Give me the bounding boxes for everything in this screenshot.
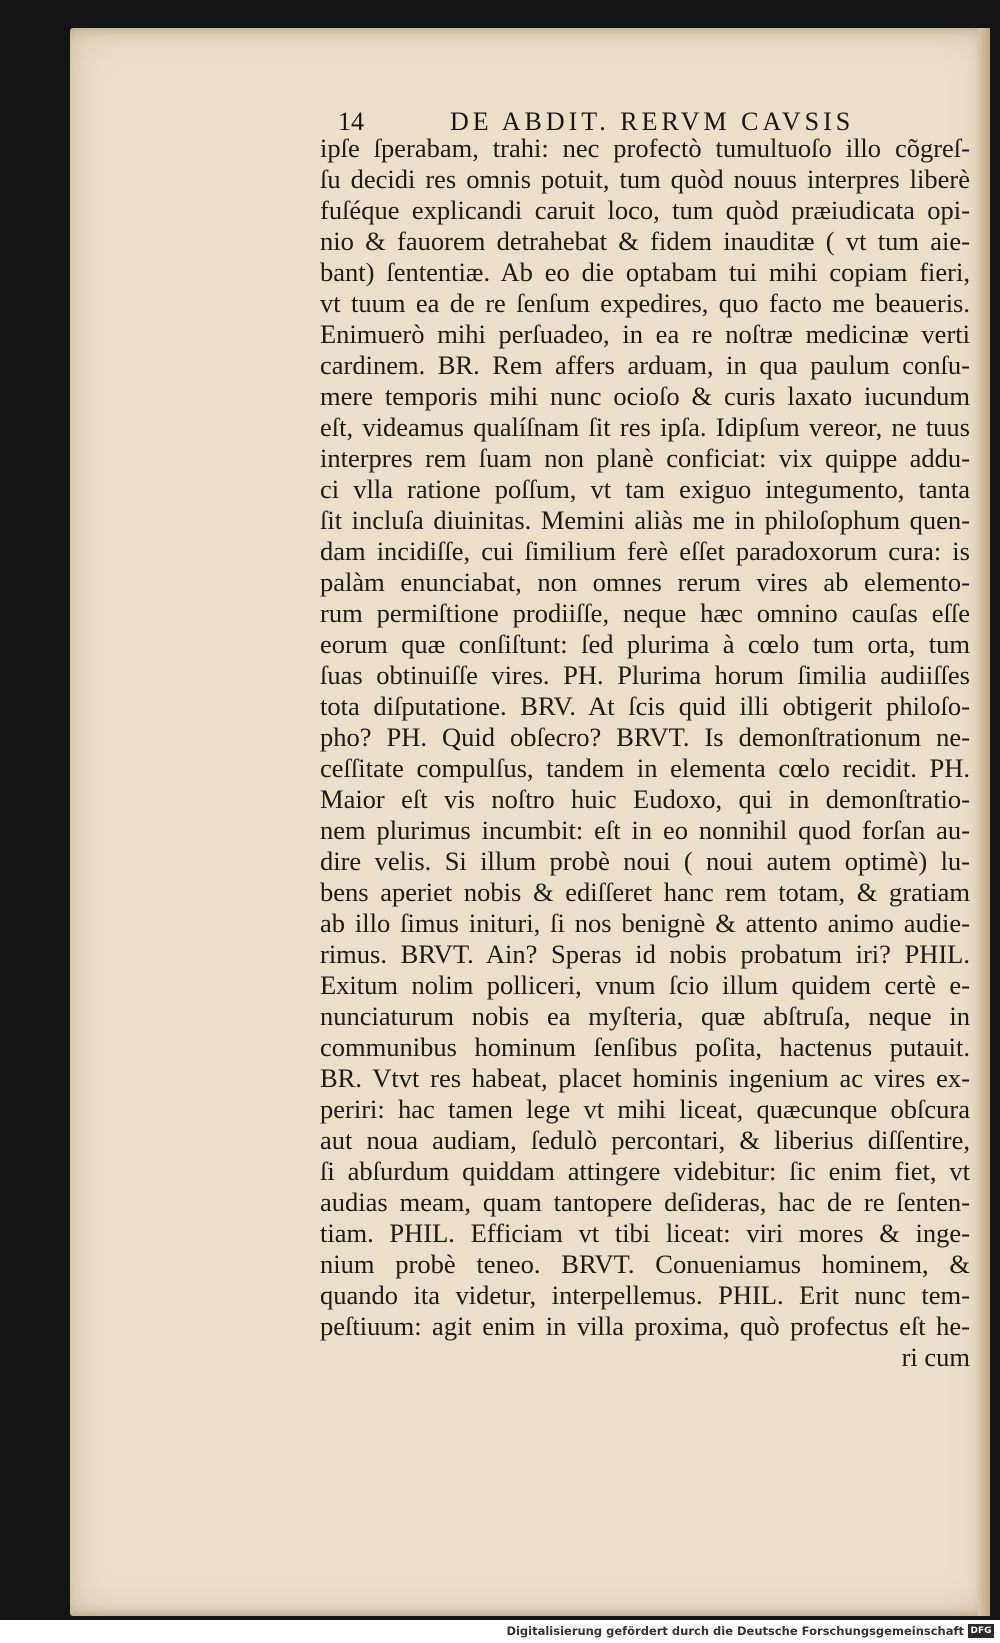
text-line: peſtiuum: agit enim in villa proxima, quò profectus eſt he- <box>320 1311 970 1341</box>
text-line: aut noua audiam, ſedulò percontari, & liberius diſſentire, <box>320 1125 970 1155</box>
text-line: cardinem. BR. Rem affers arduam, in qua paulum conſu- <box>320 350 970 380</box>
page-edge <box>978 28 990 1616</box>
text-line: interpres rem ſuam non planè conficiat: vix quippe addu- <box>320 443 970 473</box>
body-text <box>320 133 970 1373</box>
running-head: DE ABDIT. RERVM CAVSIS <box>450 107 855 136</box>
text-line: rimus. BRVT. Ain? Speras id nobis probatum iri? PHIL. <box>320 939 970 969</box>
text-line: bens aperiet nobis & ediſſeret hanc rem totam, & gratiam <box>320 877 970 907</box>
text-line: fuſéque explicandi caruit loco, tum quòd præiudicata opi- <box>320 195 970 225</box>
digitization-credit: Digitalisierung gefördert durch die Deutsche Forschungsgemeinschaft <box>506 1624 964 1638</box>
text-line: ci vlla ratione poſſum, vt tam exiguo integumento, tanta <box>320 474 970 504</box>
text-line: Exitum nolim polliceri, vnum ſcio illum quidem certè e- <box>320 970 970 1000</box>
text-line: nio & fauorem detrahebat & fidem inauditæ ( vt tum aie- <box>320 226 970 256</box>
text-line: quando ita videtur, interpellemus. PHIL. Erit nunc tem- <box>320 1280 970 1310</box>
text-line: BR. Vtvt res habeat, placet hominis ingenium ac vires ex- <box>320 1063 970 1093</box>
text-line: nunciaturum nobis ea myſteria, quæ abſtruſa, neque in <box>320 1001 970 1031</box>
text-line: vt tuum ea de re ſenſum expedires, quo facto me beaueris. <box>320 288 970 318</box>
text-line: eorum quæ conſiſtunt: ſed plurima à cœlo tum orta, tum <box>320 629 970 659</box>
text-line: pho? PH. Quid obſecro? BRVT. Is demonſtrationum ne- <box>320 722 970 752</box>
text-line: dam incidiſſe, cui ſimilium ferè eſſet paradoxorum cura: is <box>320 536 970 566</box>
text-line: bant) ſententiæ. Ab eo die optabam tui mihi copiam fieri, <box>320 257 970 287</box>
text-line: palàm enunciabat, non omnes rerum vires ab elemento- <box>320 567 970 597</box>
dfg-logo: DFG <box>968 1624 994 1638</box>
text-line: nem plurimus incumbit: eſt in eo nonnihil quod forſan au- <box>320 815 970 845</box>
text-line: ceſſitate compulſus, tandem in elementa cœlo recidit. PH. <box>320 753 970 783</box>
text-line: ſuas obtinuiſſe vires. PH. Plurima horum ſimilia audiiſſes <box>320 660 970 690</box>
text-line: ipſe ſperabam, trahi: nec profectò tumultuoſo illo cõgreſ- <box>320 133 970 163</box>
text-line: audias meam, quam tantopere deſideras, hac de re ſenten- <box>320 1187 970 1217</box>
text-line: Enimuerò mihi perſuadeo, in ea re noſtræ medicinæ verti <box>320 319 970 349</box>
text-line: periri: hac tamen lege vt mihi liceat, quæcunque obſcura <box>320 1094 970 1124</box>
text-line: dire velis. Si illum probè noui ( noui autem optimè) lu- <box>320 846 970 876</box>
page-number: 14 <box>338 107 364 136</box>
text-line: mere temporis mihi nunc ocioſo & curis laxato iucundum <box>320 381 970 411</box>
text-line: ſit incluſa diuinitas. Memini aliàs me in philoſophum quen- <box>320 505 970 535</box>
text-line: rum permiſtione prodiiſſe, neque hæc omnino cauſas eſſe <box>320 598 970 628</box>
text-line: tota diſputatione. BRV. At ſcis quid illi obtigerit philoſo- <box>320 691 970 721</box>
text-line: Maior eſt vis noſtro huic Eudoxo, qui in demonſtratio- <box>320 784 970 814</box>
text-line: nium probè teneo. BRVT. Conueniamus hominem, & <box>320 1249 970 1279</box>
text-line: ſu decidi res omnis potuit, tum quòd nouus interpres liberè <box>320 164 970 194</box>
footer-bar <box>0 1620 1000 1643</box>
text-line: ab illo ſimus inituri, ſi nos benignè & attento animo audie- <box>320 908 970 938</box>
text-line: eſt, videamus qualíſnam ſit res ipſa. Idipſum vereor, ne tuus <box>320 412 970 442</box>
text-line: ſi abſurdum quiddam attingere videbitur: ſic enim fiet, vt <box>320 1156 970 1186</box>
text-line: tiam. PHIL. Efficiam vt tibi liceat: viri mores & inge- <box>320 1218 970 1248</box>
text-line: ri cum <box>901 1342 970 1372</box>
text-line: communibus hominum ſenſibus poſita, hactenus putauit. <box>320 1032 970 1062</box>
